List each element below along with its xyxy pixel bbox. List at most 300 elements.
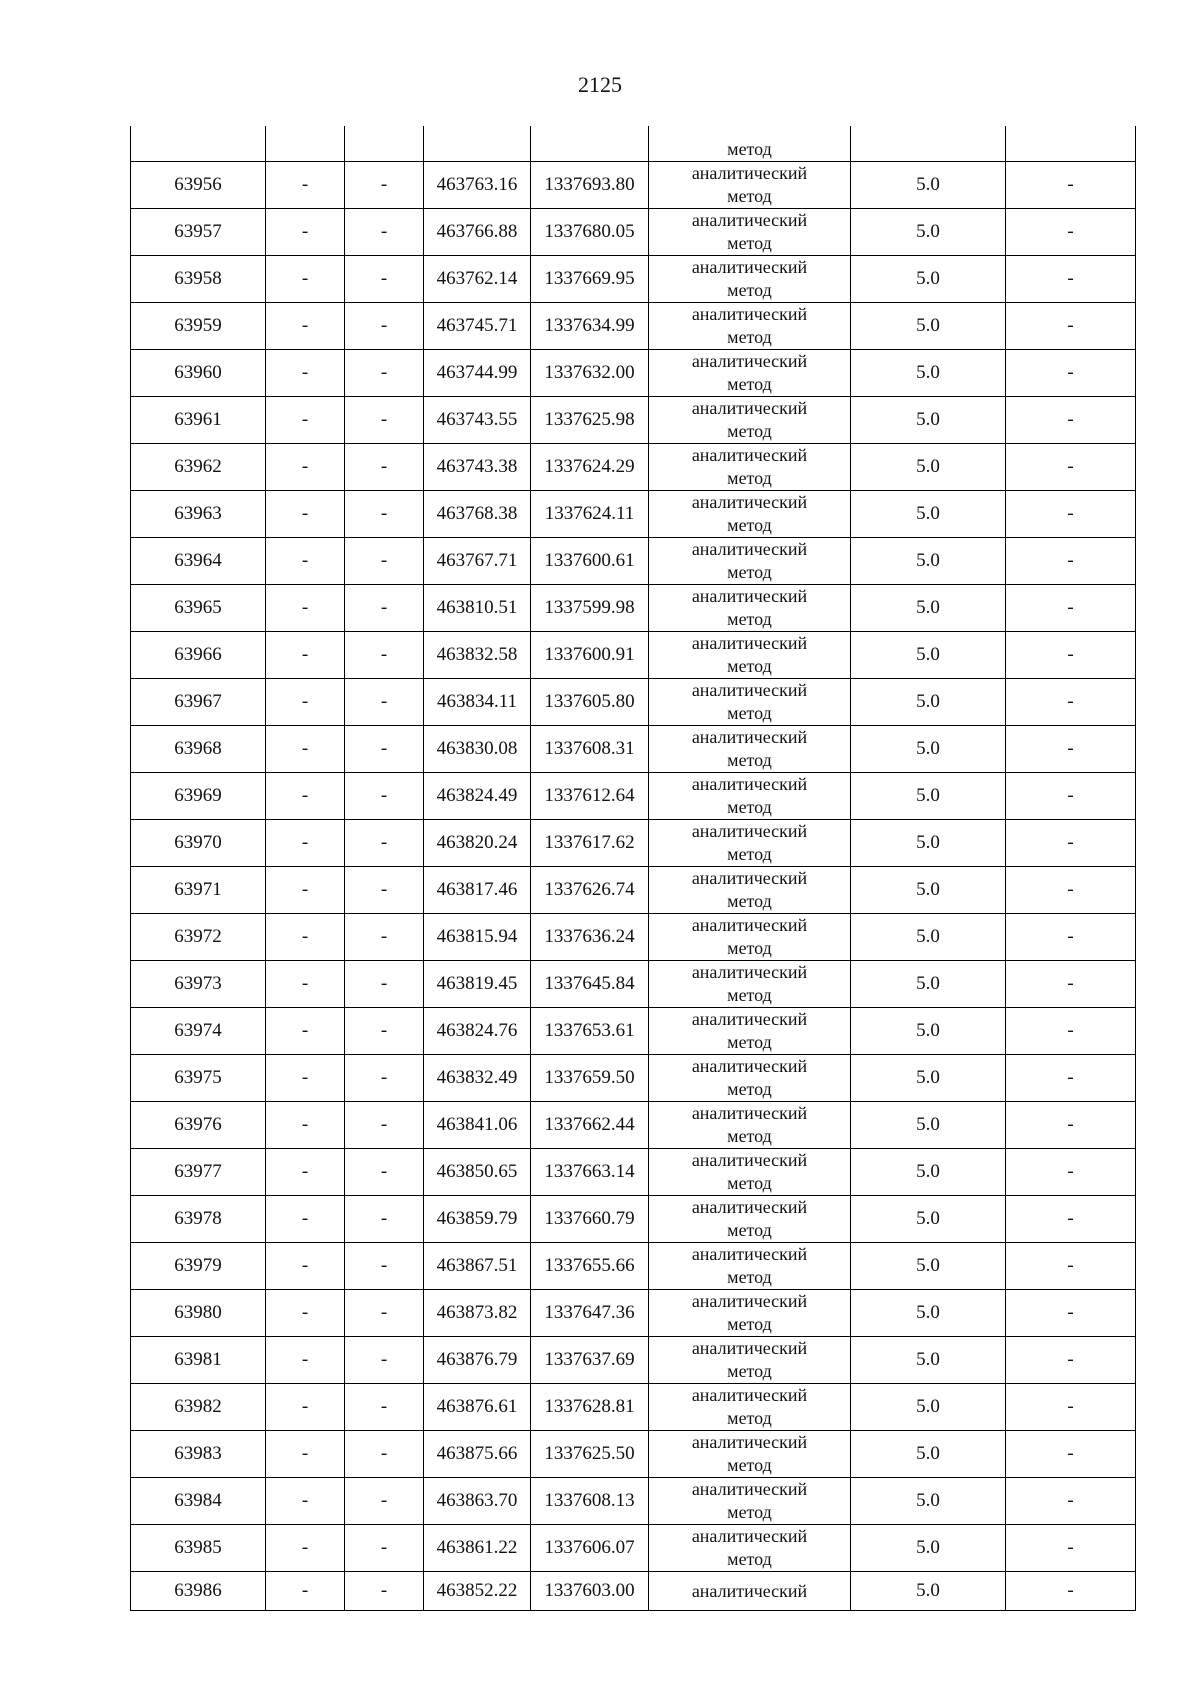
point-number-cell: 63971 <box>131 867 266 914</box>
dash-cell: - <box>345 585 424 632</box>
dash-cell: - <box>266 491 345 538</box>
dash-cell: - <box>266 914 345 961</box>
y-coordinate-cell: 1337628.81 <box>531 1384 649 1431</box>
dash-cell: - <box>1006 303 1136 350</box>
dash-cell: - <box>345 1431 424 1478</box>
table-row <box>131 1196 1136 1243</box>
y-coordinate-cell: 1337625.98 <box>531 397 649 444</box>
dash-cell: - <box>266 1525 345 1572</box>
table-cell <box>345 126 424 162</box>
dash-cell: - <box>345 303 424 350</box>
method-text: метод <box>727 1361 772 1381</box>
method-text: аналитический <box>691 163 808 183</box>
x-coordinate-cell: 463861.22 <box>424 1525 531 1572</box>
dash-cell: - <box>266 1055 345 1102</box>
table-row <box>131 679 1136 726</box>
method-text: аналитический <box>691 257 808 277</box>
x-coordinate-cell: 463745.71 <box>424 303 531 350</box>
y-coordinate-cell: 1337680.05 <box>531 209 649 256</box>
y-coordinate-cell: 1337600.91 <box>531 632 649 679</box>
precision-cell: 5.0 <box>851 1008 1006 1055</box>
y-coordinate-cell: 1337624.29 <box>531 444 649 491</box>
table-row <box>131 1572 1136 1611</box>
dash-cell: - <box>1006 773 1136 820</box>
x-coordinate-cell: 463763.16 <box>424 162 531 209</box>
method-text: метод <box>727 656 772 676</box>
dash-cell: - <box>1006 1290 1136 1337</box>
dash-cell: - <box>266 444 345 491</box>
method-text: аналитический <box>691 727 808 747</box>
method-text: аналитический <box>691 398 808 418</box>
precision-cell: 5.0 <box>851 303 1006 350</box>
method-text: аналитический <box>691 1338 808 1358</box>
method-text: аналитический <box>691 1385 808 1405</box>
dash-cell: - <box>266 538 345 585</box>
point-number-cell: 63968 <box>131 726 266 773</box>
precision-cell: 5.0 <box>851 1478 1006 1525</box>
dash-cell: - <box>266 961 345 1008</box>
table-row <box>131 1243 1136 1290</box>
method-cell <box>649 444 851 491</box>
table-row <box>131 1102 1136 1149</box>
x-coordinate-cell: 463852.22 <box>424 1572 531 1611</box>
method-text: аналитический <box>691 774 808 794</box>
point-number-cell: 63973 <box>131 961 266 1008</box>
point-number-cell: 63963 <box>131 491 266 538</box>
dash-cell: - <box>1006 256 1136 303</box>
dash-cell: - <box>1006 1102 1136 1149</box>
dash-cell: - <box>266 585 345 632</box>
dash-cell: - <box>266 632 345 679</box>
precision-cell: 5.0 <box>851 1431 1006 1478</box>
dash-cell: - <box>266 1478 345 1525</box>
precision-cell: 5.0 <box>851 1196 1006 1243</box>
point-number-cell: 63967 <box>131 679 266 726</box>
y-coordinate-cell: 1337624.11 <box>531 491 649 538</box>
method-cell <box>649 491 851 538</box>
x-coordinate-cell: 463876.79 <box>424 1337 531 1384</box>
x-coordinate-cell: 463819.45 <box>424 961 531 1008</box>
precision-cell: 5.0 <box>851 585 1006 632</box>
table-cell <box>851 126 1006 162</box>
dash-cell: - <box>266 162 345 209</box>
table-row <box>131 1431 1136 1478</box>
method-text: аналитический <box>691 680 808 700</box>
x-coordinate-cell: 463841.06 <box>424 1102 531 1149</box>
method-text: аналитический <box>691 351 808 371</box>
table-row <box>131 1008 1136 1055</box>
table-row <box>131 585 1136 632</box>
method-cell <box>649 726 851 773</box>
precision-cell: 5.0 <box>851 1384 1006 1431</box>
method-text: аналитический <box>691 915 808 935</box>
method-cell <box>649 1525 851 1572</box>
dash-cell: - <box>266 350 345 397</box>
dash-cell: - <box>345 867 424 914</box>
dash-cell: - <box>345 538 424 585</box>
x-coordinate-cell: 463832.58 <box>424 632 531 679</box>
method-cell <box>649 914 851 961</box>
precision-cell: 5.0 <box>851 1149 1006 1196</box>
method-cell <box>649 209 851 256</box>
method-cell <box>649 961 851 1008</box>
dash-cell: - <box>266 1243 345 1290</box>
table-row <box>131 914 1136 961</box>
dash-cell: - <box>266 1572 345 1611</box>
point-number-cell: 63965 <box>131 585 266 632</box>
method-text: метод <box>727 1220 772 1240</box>
x-coordinate-cell: 463744.99 <box>424 350 531 397</box>
x-coordinate-cell: 463766.88 <box>424 209 531 256</box>
dash-cell: - <box>1006 350 1136 397</box>
dash-cell: - <box>1006 820 1136 867</box>
point-number-cell: 63981 <box>131 1337 266 1384</box>
table-row <box>131 632 1136 679</box>
table-row <box>131 726 1136 773</box>
method-text: метод <box>727 1079 772 1099</box>
x-coordinate-cell: 463834.11 <box>424 679 531 726</box>
y-coordinate-cell: 1337659.50 <box>531 1055 649 1102</box>
precision-cell: 5.0 <box>851 1102 1006 1149</box>
y-coordinate-cell: 1337632.00 <box>531 350 649 397</box>
dash-cell: - <box>266 679 345 726</box>
precision-cell: 5.0 <box>851 1055 1006 1102</box>
method-text: метод <box>727 1502 772 1522</box>
y-coordinate-cell: 1337617.62 <box>531 820 649 867</box>
y-coordinate-cell: 1337605.80 <box>531 679 649 726</box>
method-text: метод <box>727 1173 772 1193</box>
table-row <box>131 773 1136 820</box>
point-number-cell: 63975 <box>131 1055 266 1102</box>
x-coordinate-cell: 463863.70 <box>424 1478 531 1525</box>
dash-cell: - <box>1006 491 1136 538</box>
point-number-cell: 63986 <box>131 1572 266 1611</box>
dash-cell: - <box>1006 679 1136 726</box>
y-coordinate-cell: 1337612.64 <box>531 773 649 820</box>
precision-cell: 5.0 <box>851 820 1006 867</box>
point-number-cell: 63960 <box>131 350 266 397</box>
method-cell <box>649 397 851 444</box>
point-number-cell: 63979 <box>131 1243 266 1290</box>
point-number-cell: 63966 <box>131 632 266 679</box>
point-number-cell: 63957 <box>131 209 266 256</box>
method-text: аналитический <box>691 1009 808 1029</box>
method-text: метод <box>727 1408 772 1428</box>
y-coordinate-cell: 1337637.69 <box>531 1337 649 1384</box>
dash-cell: - <box>345 256 424 303</box>
precision-cell: 5.0 <box>851 1525 1006 1572</box>
method-cell <box>649 162 851 209</box>
method-cell <box>649 1337 851 1384</box>
dash-cell: - <box>345 1478 424 1525</box>
dash-cell: - <box>345 679 424 726</box>
dash-cell: - <box>345 773 424 820</box>
point-number-cell: 63974 <box>131 1008 266 1055</box>
precision-cell: 5.0 <box>851 538 1006 585</box>
point-number-cell: 63978 <box>131 1196 266 1243</box>
method-text: аналитический <box>691 539 808 559</box>
precision-cell: 5.0 <box>851 679 1006 726</box>
method-cell <box>649 1008 851 1055</box>
dash-cell: - <box>1006 961 1136 1008</box>
table-row <box>131 867 1136 914</box>
method-text: аналитический <box>691 962 808 982</box>
dash-cell: - <box>345 1102 424 1149</box>
dash-cell: - <box>1006 209 1136 256</box>
y-coordinate-cell: 1337647.36 <box>531 1290 649 1337</box>
method-text: аналитический <box>691 821 808 841</box>
dash-cell: - <box>345 726 424 773</box>
method-cell <box>649 538 851 585</box>
method-text: метод <box>727 1549 772 1569</box>
method-cell-continued: метод <box>649 126 851 162</box>
dash-cell: - <box>266 726 345 773</box>
x-coordinate-cell: 463850.65 <box>424 1149 531 1196</box>
dash-cell: - <box>266 209 345 256</box>
x-coordinate-cell: 463875.66 <box>424 1431 531 1478</box>
y-coordinate-cell: 1337663.14 <box>531 1149 649 1196</box>
method-text: аналитический <box>691 1526 808 1546</box>
dash-cell: - <box>345 209 424 256</box>
method-cell <box>649 1290 851 1337</box>
point-number-cell: 63972 <box>131 914 266 961</box>
method-text: метод <box>727 1126 772 1146</box>
dash-cell: - <box>1006 1478 1136 1525</box>
precision-cell: 5.0 <box>851 209 1006 256</box>
y-coordinate-cell: 1337636.24 <box>531 914 649 961</box>
dash-cell: - <box>266 1008 345 1055</box>
method-text: метод <box>727 1032 772 1052</box>
y-coordinate-cell: 1337693.80 <box>531 162 649 209</box>
method-cell <box>649 1149 851 1196</box>
precision-cell: 5.0 <box>851 961 1006 1008</box>
method-cell <box>649 1572 851 1611</box>
precision-cell: 5.0 <box>851 162 1006 209</box>
method-text: метод <box>727 280 772 300</box>
point-number-cell: 63962 <box>131 444 266 491</box>
table-row <box>131 1384 1136 1431</box>
y-coordinate-cell: 1337603.00 <box>531 1572 649 1611</box>
y-coordinate-cell: 1337606.07 <box>531 1525 649 1572</box>
dash-cell: - <box>345 632 424 679</box>
dash-cell: - <box>1006 1384 1136 1431</box>
table-cell <box>424 126 531 162</box>
x-coordinate-cell: 463817.46 <box>424 867 531 914</box>
dash-cell: - <box>345 914 424 961</box>
dash-cell: - <box>1006 1431 1136 1478</box>
dash-cell: - <box>266 303 345 350</box>
y-coordinate-cell: 1337669.95 <box>531 256 649 303</box>
point-number-cell: 63982 <box>131 1384 266 1431</box>
y-coordinate-cell: 1337626.74 <box>531 867 649 914</box>
dash-cell: - <box>266 397 345 444</box>
dash-cell: - <box>345 444 424 491</box>
method-cell <box>649 1478 851 1525</box>
precision-cell: 5.0 <box>851 726 1006 773</box>
method-text: метод <box>727 703 772 723</box>
point-number-cell: 63969 <box>131 773 266 820</box>
y-coordinate-cell: 1337645.84 <box>531 961 649 1008</box>
method-text: метод <box>727 562 772 582</box>
table-row <box>131 444 1136 491</box>
dash-cell: - <box>266 820 345 867</box>
table-row <box>131 162 1136 209</box>
method-cell <box>649 1243 851 1290</box>
point-number-cell: 63956 <box>131 162 266 209</box>
dash-cell: - <box>1006 1055 1136 1102</box>
y-coordinate-cell: 1337660.79 <box>531 1196 649 1243</box>
x-coordinate-cell: 463762.14 <box>424 256 531 303</box>
table-cell <box>131 126 266 162</box>
method-text: метод <box>727 327 772 347</box>
method-text: аналитический <box>691 1479 808 1499</box>
precision-cell: 5.0 <box>851 444 1006 491</box>
precision-cell: 5.0 <box>851 867 1006 914</box>
table-row <box>131 397 1136 444</box>
method-text: метод <box>727 515 772 535</box>
coordinates-table <box>130 126 1136 1611</box>
method-cell <box>649 303 851 350</box>
continued-row <box>131 126 1136 162</box>
method-cell <box>649 585 851 632</box>
dash-cell: - <box>1006 1008 1136 1055</box>
dash-cell: - <box>345 397 424 444</box>
x-coordinate-cell: 463743.55 <box>424 397 531 444</box>
dash-cell: - <box>266 1290 345 1337</box>
dash-cell: - <box>1006 444 1136 491</box>
method-text: метод <box>727 421 772 441</box>
precision-cell: 5.0 <box>851 1290 1006 1337</box>
table-cell <box>266 126 345 162</box>
method-text: аналитический <box>691 868 808 888</box>
table-row <box>131 1337 1136 1384</box>
table-cell <box>1006 126 1136 162</box>
x-coordinate-cell: 463859.79 <box>424 1196 531 1243</box>
point-number-cell: 63977 <box>131 1149 266 1196</box>
y-coordinate-cell: 1337600.61 <box>531 538 649 585</box>
dash-cell: - <box>266 1196 345 1243</box>
dash-cell: - <box>1006 397 1136 444</box>
dash-cell: - <box>345 1384 424 1431</box>
point-number-cell: 63984 <box>131 1478 266 1525</box>
method-text: аналитический <box>691 210 808 230</box>
method-text: метод <box>727 468 772 488</box>
y-coordinate-cell: 1337655.66 <box>531 1243 649 1290</box>
method-text: аналитический <box>691 1580 808 1601</box>
table-row <box>131 1055 1136 1102</box>
dash-cell: - <box>345 820 424 867</box>
dash-cell: - <box>345 1149 424 1196</box>
method-text: аналитический <box>691 1432 808 1452</box>
dash-cell: - <box>1006 726 1136 773</box>
dash-cell: - <box>1006 867 1136 914</box>
point-number-cell: 63976 <box>131 1102 266 1149</box>
method-cell <box>649 867 851 914</box>
table-row <box>131 256 1136 303</box>
table-row <box>131 961 1136 1008</box>
point-number-cell: 63959 <box>131 303 266 350</box>
method-cell <box>649 632 851 679</box>
dash-cell: - <box>1006 914 1136 961</box>
method-text: метод <box>727 374 772 394</box>
precision-cell: 5.0 <box>851 773 1006 820</box>
method-text: аналитический <box>691 1056 808 1076</box>
method-text: аналитический <box>691 633 808 653</box>
x-coordinate-cell: 463768.38 <box>424 491 531 538</box>
table-row <box>131 538 1136 585</box>
method-text: аналитический <box>691 492 808 512</box>
method-text: метод <box>727 1267 772 1287</box>
method-text: аналитический <box>691 586 808 606</box>
method-text: аналитический <box>691 1291 808 1311</box>
method-text: метод <box>727 891 772 911</box>
dash-cell: - <box>266 867 345 914</box>
precision-cell: 5.0 <box>851 1243 1006 1290</box>
point-number-cell: 63983 <box>131 1431 266 1478</box>
point-number-cell: 63985 <box>131 1525 266 1572</box>
dash-cell: - <box>1006 632 1136 679</box>
x-coordinate-cell: 463810.51 <box>424 585 531 632</box>
x-coordinate-cell: 463824.76 <box>424 1008 531 1055</box>
method-text: аналитический <box>691 1244 808 1264</box>
table-row <box>131 350 1136 397</box>
table-row <box>131 1525 1136 1572</box>
dash-cell: - <box>345 1008 424 1055</box>
method-text: аналитический <box>691 304 808 324</box>
table-row <box>131 303 1136 350</box>
dash-cell: - <box>1006 1243 1136 1290</box>
method-text: аналитический <box>691 1150 808 1170</box>
method-text: метод <box>727 1314 772 1334</box>
precision-cell: 5.0 <box>851 1572 1006 1611</box>
dash-cell: - <box>1006 1572 1136 1611</box>
method-text: метод <box>727 186 772 206</box>
dash-cell: - <box>345 162 424 209</box>
method-cell <box>649 256 851 303</box>
precision-cell: 5.0 <box>851 632 1006 679</box>
point-number-cell: 63958 <box>131 256 266 303</box>
point-number-cell: 63964 <box>131 538 266 585</box>
dash-cell: - <box>1006 1196 1136 1243</box>
table-row <box>131 1290 1136 1337</box>
y-coordinate-cell: 1337599.98 <box>531 585 649 632</box>
method-cell <box>649 820 851 867</box>
table-row <box>131 820 1136 867</box>
dash-cell: - <box>345 1196 424 1243</box>
method-text: метод <box>727 750 772 770</box>
method-text: метод <box>727 609 772 629</box>
precision-cell: 5.0 <box>851 256 1006 303</box>
x-coordinate-cell: 463876.61 <box>424 1384 531 1431</box>
method-text: аналитический <box>691 445 808 465</box>
precision-cell: 5.0 <box>851 914 1006 961</box>
table-cell <box>531 126 649 162</box>
y-coordinate-cell: 1337625.50 <box>531 1431 649 1478</box>
dash-cell: - <box>345 961 424 1008</box>
table-row <box>131 491 1136 538</box>
method-text: метод <box>727 938 772 958</box>
method-cell <box>649 1384 851 1431</box>
dash-cell: - <box>345 1055 424 1102</box>
method-text: метод <box>727 797 772 817</box>
x-coordinate-cell: 463867.51 <box>424 1243 531 1290</box>
method-cell <box>649 773 851 820</box>
dash-cell: - <box>266 1337 345 1384</box>
dash-cell: - <box>1006 538 1136 585</box>
x-coordinate-cell: 463830.08 <box>424 726 531 773</box>
dash-cell: - <box>345 1290 424 1337</box>
x-coordinate-cell: 463824.49 <box>424 773 531 820</box>
